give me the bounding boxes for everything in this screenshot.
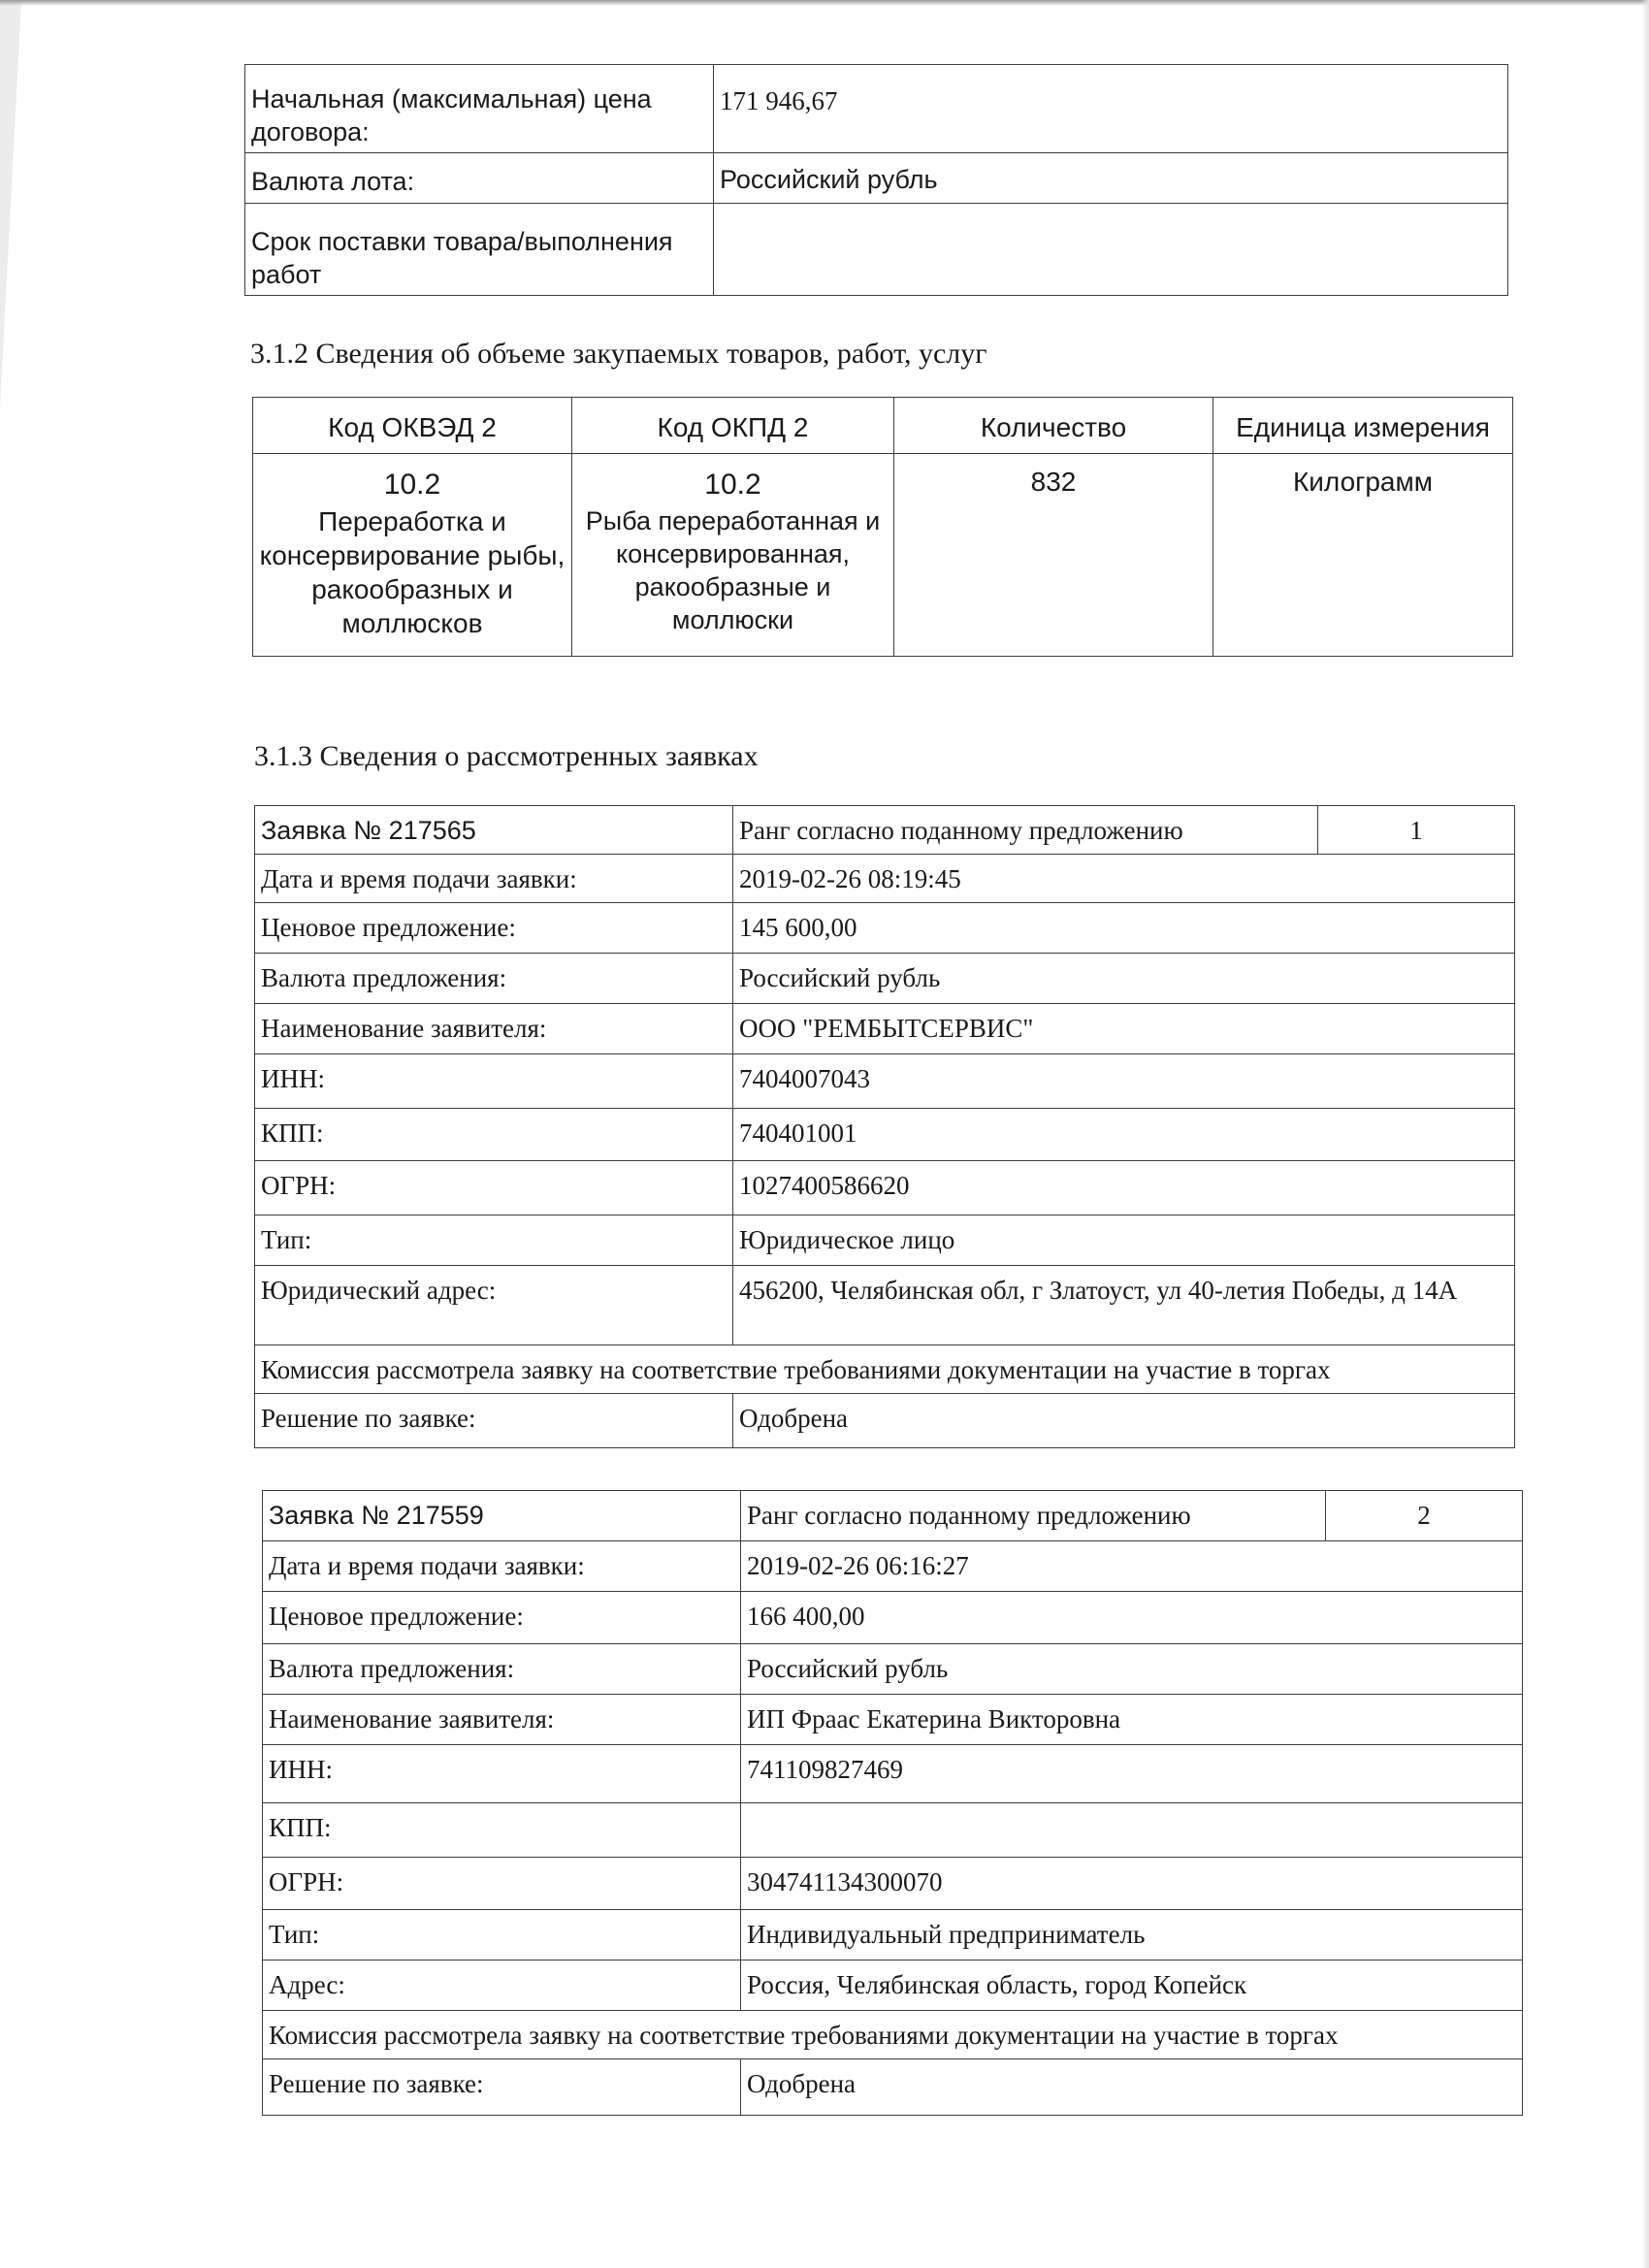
quantity-header: Количество (894, 398, 1213, 454)
kpp-row (263, 1803, 1523, 1858)
scan-right-edge (1641, 0, 1649, 2268)
inn-row (255, 1054, 1515, 1109)
applicant-name-row (255, 1004, 1515, 1054)
kpp-label: КПП: (255, 1109, 733, 1161)
commission-note-row (263, 2011, 1523, 2059)
offer-currency-row (255, 954, 1515, 1004)
commission-note: Комиссия рассмотрела заявку на соответствие требованиями документации на участие в торгах (255, 1345, 1515, 1394)
offer-currency-row (263, 1644, 1523, 1695)
okpd-name: Рыба переработанная и консервированная, ракообразные и моллюски (585, 506, 881, 634)
application-number: Заявка № 217565 (255, 806, 733, 855)
rank-value: 2 (1326, 1491, 1523, 1541)
lot-delivery-label: Срок поставки товара/выполнения работ (245, 204, 714, 296)
legal-address-value: 456200, Челябинская обл, г Златоуст, ул 40-летия Победы, д 14А (733, 1266, 1515, 1345)
application-title-row (263, 1491, 1523, 1541)
okved-header: Код ОКВЭД 2 (253, 398, 572, 454)
lot-currency-label: Валюта лота: (245, 153, 714, 204)
address-row (263, 1960, 1523, 2011)
applicant-name-value: ИП Фраас Екатерина Викторовна (741, 1695, 1523, 1745)
type-value: Индивидуальный предприниматель (741, 1910, 1523, 1960)
submission-datetime-row (255, 855, 1515, 903)
ogrn-row (263, 1858, 1523, 1910)
ogrn-value: 304741134300070 (741, 1858, 1523, 1910)
lot-info-table (244, 64, 1508, 296)
inn-label: ИНН: (263, 1745, 741, 1803)
price-offer-value: 145 600,00 (733, 903, 1515, 954)
lot-delivery-row (245, 204, 1508, 296)
offer-currency-value: Российский рубль (741, 1644, 1523, 1695)
submission-datetime-value: 2019-02-26 08:19:45 (733, 855, 1515, 903)
ogrn-row (255, 1161, 1515, 1215)
volume-table (252, 397, 1513, 657)
decision-value: Одобрена (741, 2059, 1523, 2116)
offer-currency-label: Валюта предложения: (263, 1644, 741, 1695)
volume-data-row (253, 454, 1513, 657)
price-offer-label: Ценовое предложение: (263, 1592, 741, 1644)
application-number: Заявка № 217559 (263, 1491, 741, 1541)
commission-note-row (255, 1345, 1515, 1394)
okved-code: 10.2 (383, 469, 441, 501)
offer-currency-label: Валюта предложения: (255, 954, 733, 1004)
lot-price-value: 171 946,67 (714, 65, 1508, 153)
type-row (255, 1215, 1515, 1266)
decision-row (255, 1394, 1515, 1448)
rank-label: Ранг согласно поданному предложению (733, 806, 1318, 855)
section-applications-heading: 3.1.3 Сведения о рассмотренных заявках (254, 740, 759, 772)
legal-address-label: Юридический адрес: (255, 1266, 733, 1345)
okved-cell (253, 454, 572, 657)
lot-price-label: Начальная (максимальная) цена договора: (245, 65, 714, 153)
volume-header-row (253, 398, 1513, 454)
scan-top-edge (0, 0, 1649, 6)
okved-name: Переработка и консервирование рыбы, ракообразных и моллюсков (259, 506, 566, 638)
inn-row (263, 1745, 1523, 1803)
lot-currency-value: Российский рубль (714, 153, 1508, 204)
scan-corner-shadow (0, 0, 21, 407)
kpp-value: 740401001 (733, 1109, 1515, 1161)
kpp-value (741, 1803, 1523, 1858)
type-label: Тип: (263, 1910, 741, 1960)
unit-header: Единица измерения (1213, 398, 1513, 454)
legal-address-row (255, 1266, 1515, 1345)
price-offer-value: 166 400,00 (741, 1592, 1523, 1644)
unit-cell: Килограмм (1213, 454, 1513, 657)
lot-currency-row (245, 153, 1508, 204)
inn-label: ИНН: (255, 1054, 733, 1109)
kpp-row (255, 1109, 1515, 1161)
okpd-code: 10.2 (704, 469, 761, 501)
rank-label: Ранг согласно поданному предложению (741, 1491, 1326, 1541)
address-label: Адрес: (263, 1960, 741, 2011)
offer-currency-value: Российский рубль (733, 954, 1515, 1004)
okpd-header: Код ОКПД 2 (572, 398, 894, 454)
ogrn-label: ОГРН: (263, 1858, 741, 1910)
okpd-cell (572, 454, 894, 657)
decision-row (263, 2059, 1523, 2116)
inn-value: 741109827469 (741, 1745, 1523, 1803)
submission-datetime-value: 2019-02-26 06:16:27 (741, 1541, 1523, 1592)
lot-delivery-value (714, 204, 1508, 296)
kpp-label: КПП: (263, 1803, 741, 1858)
commission-note: Комиссия рассмотрела заявку на соответствие требованиями документации на участие в торгах (263, 2011, 1523, 2059)
submission-datetime-label: Дата и время подачи заявки: (255, 855, 733, 903)
application-table (262, 1490, 1523, 2116)
price-offer-row (255, 903, 1515, 954)
decision-value: Одобрена (733, 1394, 1515, 1448)
lot-price-row (245, 65, 1508, 153)
applicant-name-label: Наименование заявителя: (263, 1695, 741, 1745)
application-title-row (255, 806, 1515, 855)
section-volume-heading: 3.1.2 Сведения об объеме закупаемых товаров, работ, услуг (250, 338, 987, 370)
submission-datetime-label: Дата и время подачи заявки: (263, 1541, 741, 1592)
quantity-cell: 832 (894, 454, 1213, 657)
applicant-name-row (263, 1695, 1523, 1745)
type-row (263, 1910, 1523, 1960)
decision-label: Решение по заявке: (255, 1394, 733, 1448)
type-value: Юридическое лицо (733, 1215, 1515, 1266)
applicant-name-label: Наименование заявителя: (255, 1004, 733, 1054)
applicant-name-value: ООО "РЕМБЫТСЕРВИС" (733, 1004, 1515, 1054)
rank-value: 1 (1318, 806, 1515, 855)
decision-label: Решение по заявке: (263, 2059, 741, 2116)
price-offer-label: Ценовое предложение: (255, 903, 733, 954)
price-offer-row (263, 1592, 1523, 1644)
address-value: Россия, Челябинская область, город Копейск (741, 1960, 1523, 2011)
inn-value: 7404007043 (733, 1054, 1515, 1109)
ogrn-label: ОГРН: (255, 1161, 733, 1215)
submission-datetime-row (263, 1541, 1523, 1592)
application-table (254, 805, 1515, 1448)
ogrn-value: 1027400586620 (733, 1161, 1515, 1215)
type-label: Тип: (255, 1215, 733, 1266)
